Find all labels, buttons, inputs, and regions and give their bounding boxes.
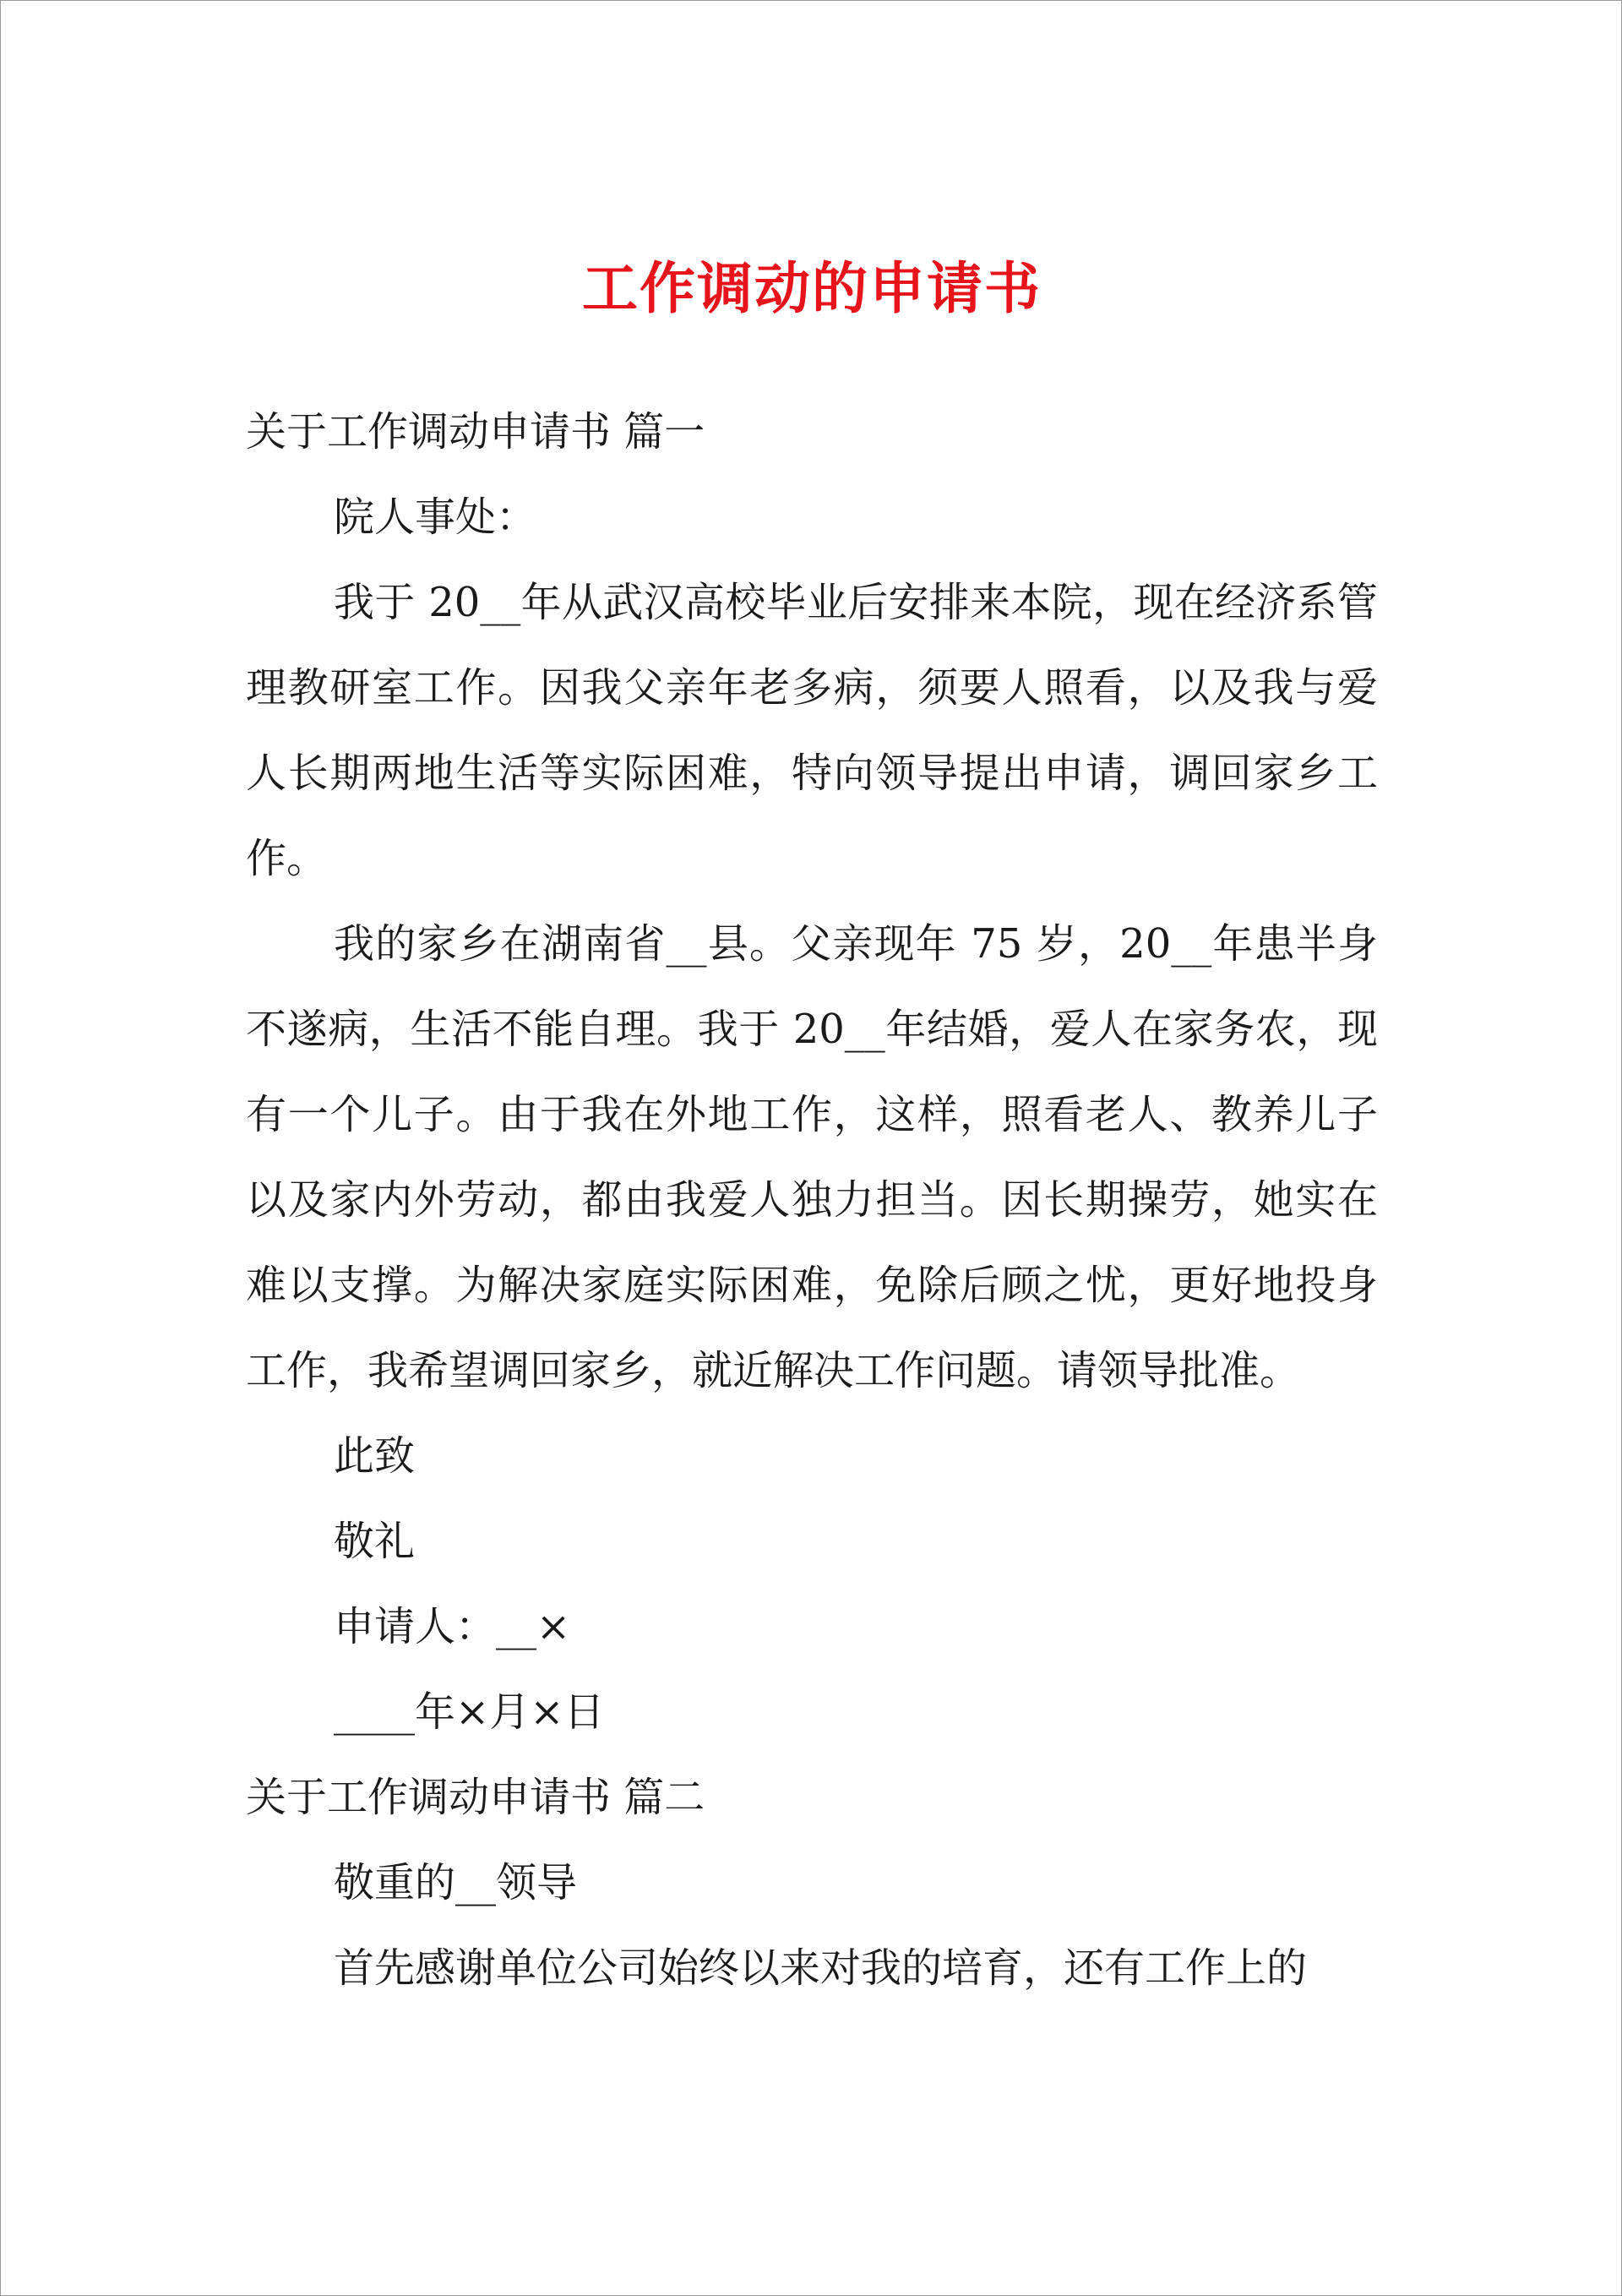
closing-cizhi: 此致 xyxy=(334,1432,416,1480)
section-1-salutation: 院人事处： xyxy=(334,494,537,541)
section-1-heading: 关于工作调动申请书 篇一 xyxy=(246,408,705,455)
section-1-paragraph-1: 我于 20__年从武汉高校毕业后安排来本院，现在经济系管理教研室工作。因我父亲年老多病，须要人照看，以及我与爱人长期两地生活等实际困难，特向领导提出申请，调回家乡工作。 xyxy=(246,579,1378,882)
section-1-paragraph-2: 我的家乡在湖南省__县。父亲现年 75 岁，20__年患半身不遂病，生活不能自理。我于 20__年结婚，爱人在家务农，现有一个儿子。由于我在外地工作，这样，照看老人、教养儿子以及家内外劳动，都由我爱人独力担当。因长期操劳，她实在难以支撑。为解决家庭实际困难，免除后顾之忧，更好地投身工作，我希望调回家乡，就近解决工作问题。请领导批准。 xyxy=(246,920,1378,1394)
section-2-paragraph-1: 首先感谢单位公司始终以来对我的培育，还有工作上的 xyxy=(334,1944,1308,1992)
document-title: 工作调动的申请书 xyxy=(582,255,1042,321)
document-body xyxy=(246,390,1378,2011)
section-2-heading: 关于工作调动申请书 篇二 xyxy=(246,1774,705,1821)
closing-jingli: 敬礼 xyxy=(334,1518,416,1565)
date-line: ____年×月×日 xyxy=(334,1688,605,1736)
applicant-line: 申请人：__× xyxy=(334,1603,571,1650)
section-2-salutation: 敬重的__领导 xyxy=(334,1859,578,1906)
